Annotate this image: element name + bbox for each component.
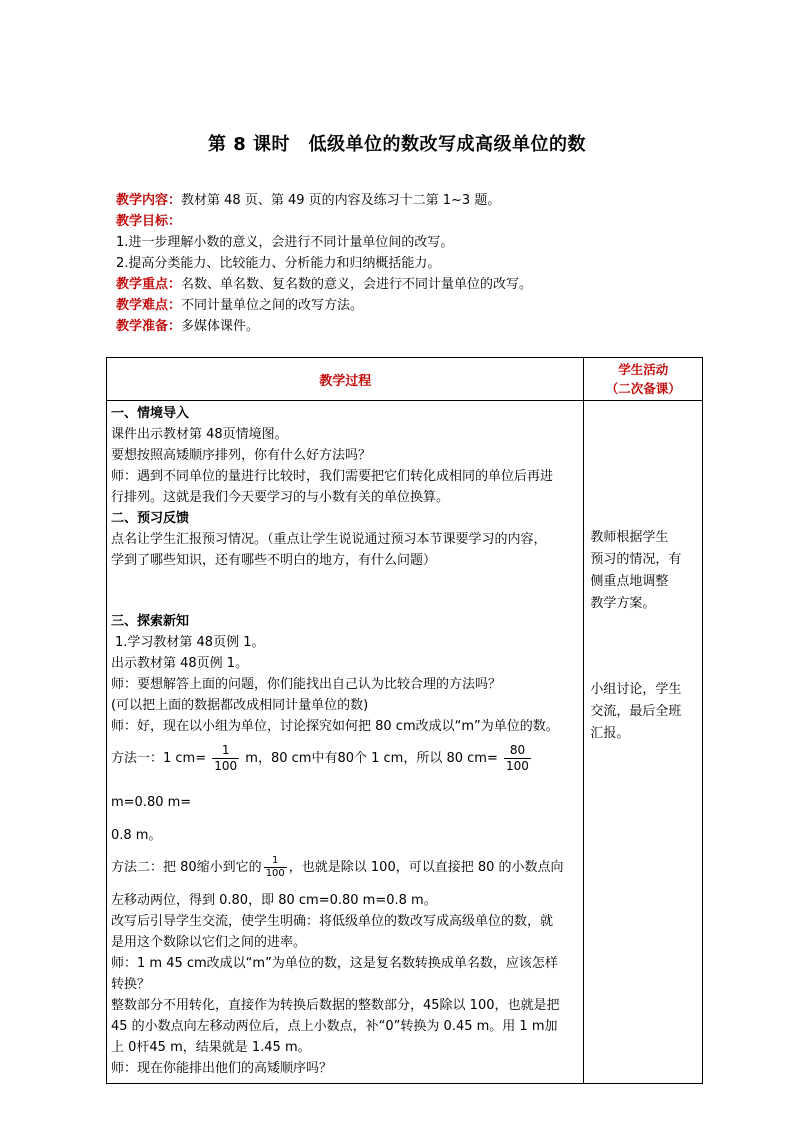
section-3-line: 师：好，现在以小组为单位，讨论探究如何把 80 cm改成以“m”为单位的数。	[111, 719, 559, 734]
content-row	[116, 190, 716, 211]
section-1-line: 要想按照高矮顺序排列，你有什么好方法吗？	[111, 448, 372, 463]
activity-note-line: 教学方案。	[590, 596, 656, 611]
activity-cell	[584, 401, 703, 1084]
difficult-row	[116, 295, 716, 316]
content-text: 教材第 48 页、第 49 页的内容及练习十二第 1~3 题。	[181, 193, 501, 208]
key-label: 教学重点：	[116, 277, 182, 292]
goal-label: 教学目标：	[116, 214, 182, 229]
fraction-1-100-small	[264, 855, 287, 880]
method-1-text-c: m=0.80 m=	[111, 795, 192, 810]
method-1-text-a: 方法一：1 cm=	[111, 751, 207, 766]
section-2-title: 二、预习反馈	[111, 511, 190, 526]
difficult-label: 教学难点：	[116, 298, 182, 313]
goal-row	[116, 211, 716, 232]
activity-note-line: 预习的情况，有	[590, 552, 682, 567]
section-3-line: 上 0杆45 m，结果就是 1.45 m。	[111, 1040, 311, 1055]
fraction-numerator: 1	[212, 743, 239, 759]
section-3-line: (可以把上面的数据都改成相同计量单位的数)	[111, 698, 369, 713]
content-label: 教学内容：	[116, 193, 182, 208]
method-1-text-b: m，80 cm中有80个 1 cm，所以 80 cm=	[245, 751, 498, 766]
fraction-denominator: 100	[214, 759, 238, 773]
fraction-numerator: 1	[264, 855, 287, 868]
prep-text: 多媒体课件。	[181, 319, 260, 334]
fraction-denominator: 100	[506, 759, 529, 773]
section-3-line: 师：1 m 45 cm改成以“m”为单位的数，这是复名数转换成单名数，应该怎样	[111, 956, 558, 971]
section-3-line: 转换？	[111, 977, 151, 992]
method-2-line	[111, 846, 579, 890]
fraction-denominator: 100	[265, 868, 285, 879]
process-cell	[107, 401, 584, 1084]
header-process: 教学过程	[107, 358, 584, 401]
key-row	[116, 274, 716, 295]
prep-label: 教学准备：	[116, 319, 182, 334]
key-text: 名数、单名数、复名数的意义，会进行不同计量单位的改写。	[181, 277, 533, 292]
page-title: 第 8 课时 低级单位的数改写成高级单位的数	[207, 134, 587, 155]
fraction-80-100	[504, 743, 531, 774]
method-2-text-b: ，也就是除以 100，可以直接把 80 的小数点向	[288, 860, 564, 875]
table-body-row	[107, 401, 703, 1084]
spacer	[111, 571, 579, 611]
goal-1: 1.进一步理解小数的意义，会进行不同计量单位间的改写。	[116, 235, 454, 250]
activity-note-2	[590, 679, 696, 745]
header-activity-line1: 学生活动	[618, 362, 669, 377]
section-2-line: 点名让学生汇报预习情况。（重点让学生说说通过预习本节课要学习的内容，	[111, 532, 547, 547]
method-2-text-a: 方法二：把 80缩小到它的	[111, 860, 262, 875]
section-3-line: 师：要想解答上面的问题，你们能找出自己认为比较合理的方法吗？	[111, 677, 502, 692]
section-1-line: 行排列。这就是我们今天要学习的与小数有关的单位换算。	[111, 490, 450, 505]
method-1-line-2: 0.8 m。	[111, 828, 162, 843]
activity-note-line: 教师根据学生	[590, 530, 669, 545]
section-1-line: 师：遇到不同单位的量进行比较时，我们需要把它们转化成相同的单位后再进	[111, 469, 554, 484]
section-3-line: 整数部分不用转化，直接作为转换后数据的整数部分，45除以 100，也就是把	[111, 998, 560, 1013]
section-3-line: 改写后引导学生交流，使学生明确：将低级单位的数改写成高级单位的数，就	[111, 914, 554, 929]
goal-2: 2.提高分类能力、比较能力、分析能力和归纳概括能力。	[116, 256, 441, 271]
lesson-meta	[116, 190, 716, 337]
section-2-line: 学到了哪些知识，还有哪些不明白的地方，有什么问题）	[111, 553, 437, 568]
header-activity	[584, 358, 703, 401]
fraction-numerator: 80	[504, 743, 531, 759]
activity-note-line: 小组讨论，学生	[590, 682, 682, 697]
header-activity-line2: （二次备课）	[605, 381, 681, 396]
table-header-row	[107, 358, 703, 401]
activity-note-line: 交流，最后全班	[590, 704, 682, 719]
section-3-line: 45 的小数点向左移动两位后，点上小数点，补“0”转换为 0.45 m。用 1 m加	[111, 1019, 558, 1034]
section-3-title: 三、探索新知	[111, 614, 190, 629]
section-3-line: 1.学习教材第 48页例 1。	[115, 635, 265, 650]
activity-note-line: 汇报。	[590, 726, 630, 741]
section-1-line: 课件出示教材第 48页情境图。	[111, 427, 288, 442]
activity-note-line: 侧重点地调整	[590, 574, 669, 589]
section-1-title: 一、情境导入	[111, 406, 190, 421]
method-1-line	[111, 737, 579, 825]
method-2-line-2: 左移动两位，得到 0.80，即 80 cm=0.80 m=0.8 m。	[111, 893, 437, 908]
lesson-table	[106, 357, 703, 1084]
activity-note-1	[590, 527, 696, 615]
prep-row	[116, 316, 716, 337]
section-3-line: 师：现在你能排出他们的高矮顺序吗？	[111, 1061, 333, 1076]
section-3-line: 出示教材第 48页例 1。	[111, 656, 249, 671]
fraction-1-100	[212, 743, 239, 774]
section-3-line: 是用这个数除以它们之间的进率。	[111, 935, 307, 950]
difficult-text: 不同计量单位之间的改写方法。	[181, 298, 364, 313]
